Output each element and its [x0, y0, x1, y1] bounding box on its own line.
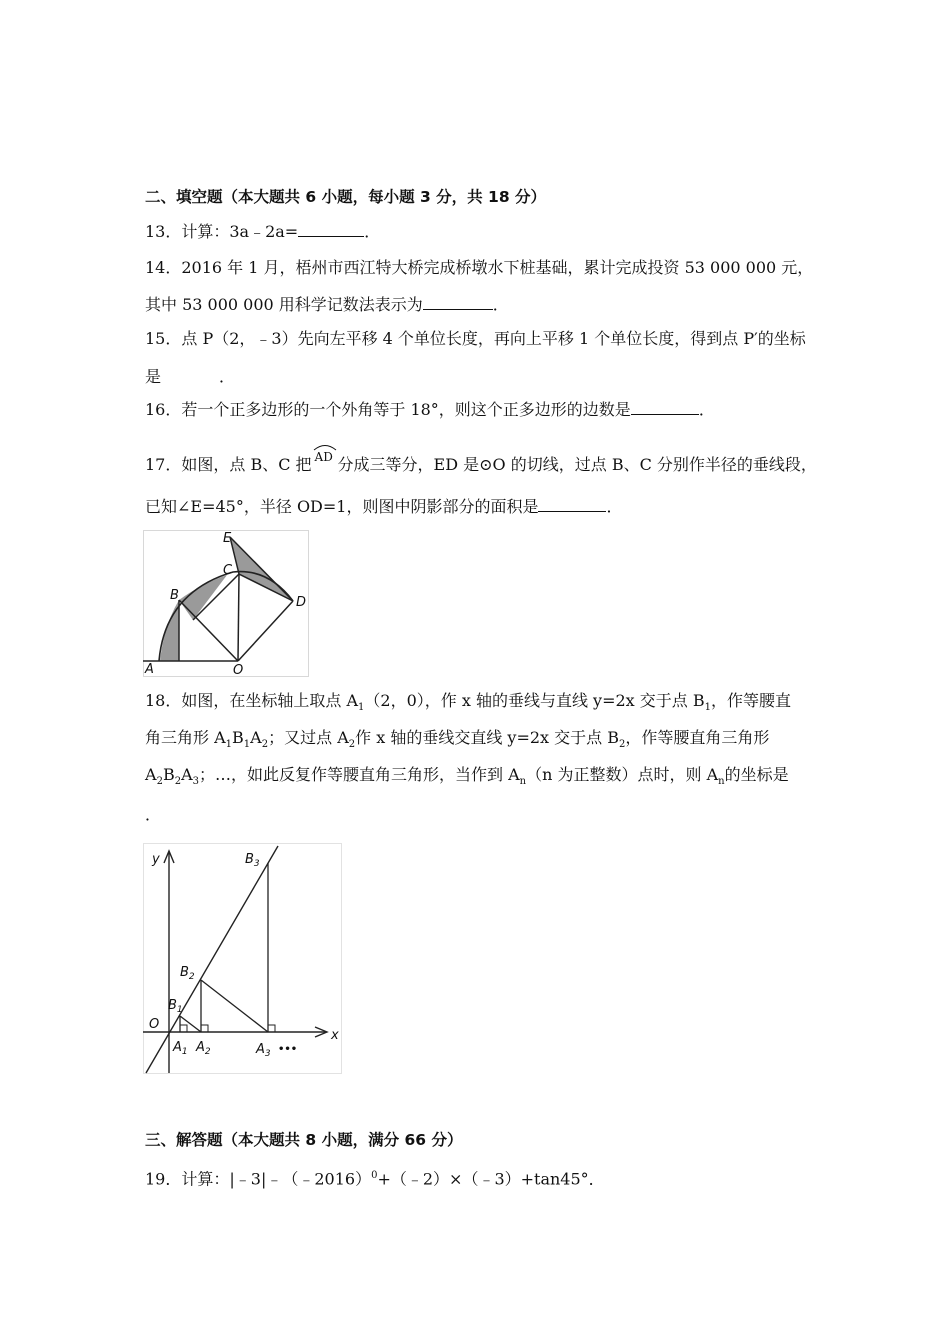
label-b1: $B_1$ [168, 998, 183, 1015]
ellipsis-dots: ••• [278, 1044, 298, 1055]
answer-blank [538, 497, 606, 512]
radius-ob [179, 600, 238, 661]
label-c: C [223, 563, 233, 578]
label-o: O [233, 663, 244, 677]
label-a1: $A_1$ [173, 1040, 188, 1057]
question-17-line-1: 17．如图，点 B、C 把 AD 分成三等分，ED 是⊙O 的切线，过点 B、C 分别作半径的垂线段， [145, 446, 817, 476]
question-14-line-1: 14．2016 年 1 月，梧州市西江特大桥完成桥墩水下桩基础，累计完成投资 53 000 000 元， [145, 258, 814, 277]
question-15-line-1: 15．点 P（2，﹣3）先向左平移 4 个单位长度，再向上平移 1 个单位长度，得到点 P′的坐标 [145, 329, 806, 348]
label-o: O [149, 1017, 160, 1032]
answer-blank [298, 222, 364, 237]
figure-18 [143, 843, 342, 1074]
question-19: 19．计算：|﹣3|﹣（﹣2016）$^0$+（﹣2）×（﹣3）+tan45°． [145, 1169, 605, 1189]
question-13: 13．计算：3a﹣2a= ． [145, 222, 381, 241]
label-b3: $B_3$ [245, 852, 260, 869]
question-18-line-2: 角三角形 $A_1B_1A_2$；又过点 $A_2$作 x 轴的垂线交直线 y=2x 交于点 $B_2$，作等腰直角三角形 [145, 728, 770, 751]
question-18-line-3: $A_2B_2A_3$；…，如此反复作等腰直角三角形，当作到 $A_n(n$ 为正整数）点时，则 $A_n$的坐标是 [145, 765, 789, 788]
figure-17 [143, 530, 309, 677]
label-b: B [170, 588, 179, 603]
radius-od [238, 601, 293, 661]
question-18-line-1: 18．如图，在坐标轴上取点 $A_1(2$，0），作 x 轴的垂线与直线 y=2x 交于点 $B_1$，作等腰直 [145, 691, 792, 714]
answer-blank [423, 295, 493, 310]
label-a: A [145, 662, 154, 677]
figure-border [144, 844, 342, 1074]
section-2-title: 二、填空题（本大题共 6 小题，每小题 3 分，共 18 分） [145, 188, 547, 206]
question-14-line-2: 其中 53 000 000 用科学记数法表示为 ． [145, 295, 509, 314]
label-y: y [152, 852, 160, 867]
label-e: E [223, 531, 232, 546]
label-a2: $A_2$ [196, 1040, 211, 1057]
arc-ad: AD [313, 446, 337, 464]
label-d: D [296, 595, 307, 610]
label-b2: $B_2$ [180, 965, 195, 982]
section-3-title: 三、解答题（本大题共 8 小题，满分 66 分） [145, 1131, 463, 1149]
question-15-line-2: 是 ． [145, 367, 236, 386]
radius-oc [238, 574, 239, 661]
label-x: x [331, 1028, 339, 1043]
question-16: 16．若一个正多边形的一个外角等于 18°，则这个正多边形的边数是 ． [145, 400, 715, 419]
question-17-line-2: 已知∠E=45°，半径 OD=1，则图中阴影部分的面积是 ． [145, 497, 623, 516]
label-a3: $A_3$ [256, 1042, 271, 1059]
answer-blank [631, 400, 699, 415]
question-18-line-4: ． [145, 805, 162, 824]
